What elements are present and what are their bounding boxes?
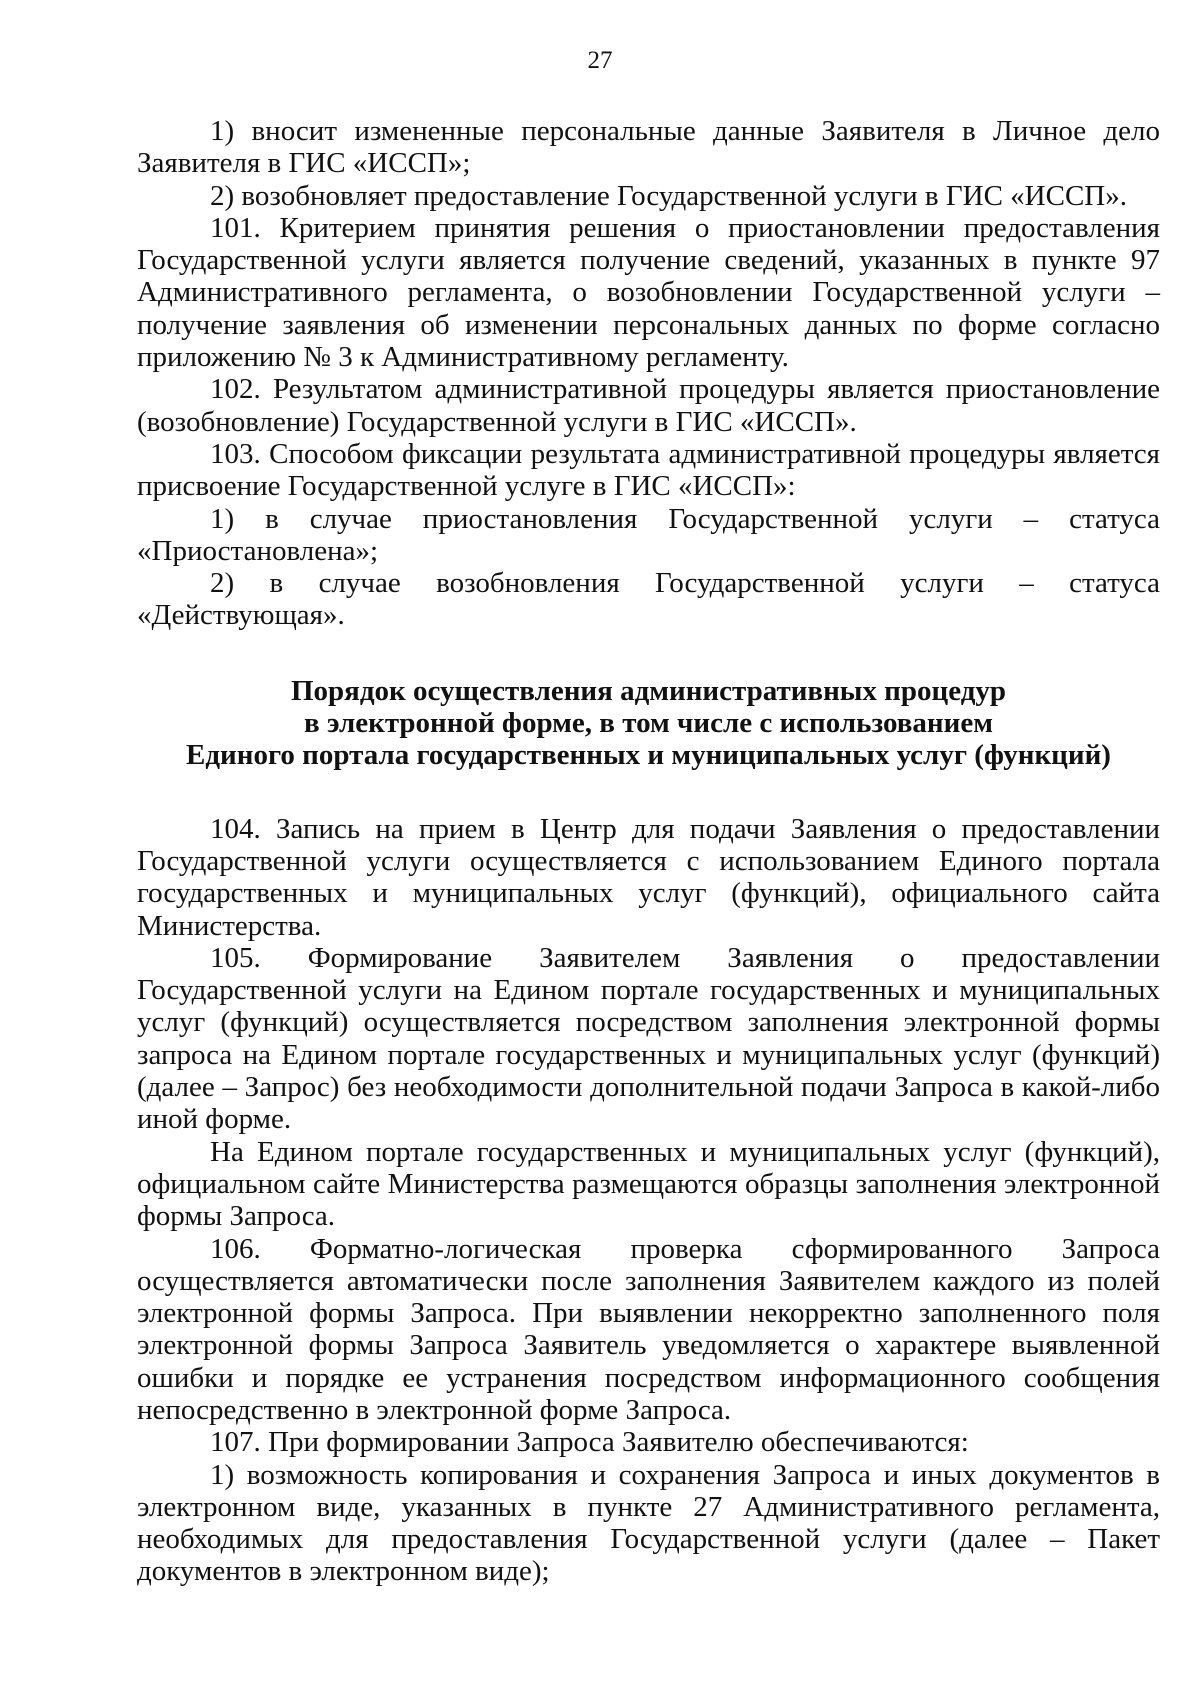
paragraph: 2) возобновляет предоставление Государственной услуги в ГИС «ИССП». [210,179,1127,212]
paragraph: 105. Формирование Заявителем Заявления о предоставлении Государственной услуги на Едином портале государственных и муниципальных услуг (функций) осуществляется посредством заполнения электронной формы запроса на Едином портале государственных и муниципальных услуг (функций) (далее – Запрос) без необходимости дополнительной подачи Запроса в какой-либо иной форме. [137,941,1160,1136]
paragraph: 107. При формировании Запроса Заявителю обеспечиваются: [210,1426,969,1459]
paragraph: 1) вносит измененные персональные данные Заявителя в Личное дело Заявителя в ГИС «ИССП»; [137,115,1160,180]
paragraph: 104. Запись на прием в Центр для подачи Заявления о предоставлении Государственной услуги осуществляется с использованием Единого портала государственных и муниципальных услуг (функций), официального сайта Министерства. [137,812,1160,942]
paragraph: 106. Форматно-логическая проверка сформированного Запроса осуществляется автоматически после заполнения Заявителем каждого из полей электронной формы Запроса. При выявлении некорректно заполненного поля электронной формы Запроса Заявитель уведомляется о характере выявленной ошибки и порядке ее устранения посредством информационного сообщения непосредственно в электронной форме Запроса. [137,1232,1160,1426]
paragraph: На Едином портале государственных и муниципальных услуг (функций), официальном сайте Министерства размещаются образцы заполнения электронной формы Запроса. [137,1135,1160,1233]
page-number: 27 [587,47,613,74]
paragraph: 1) возможность копирования и сохранения Запроса и иных документов в электронном виде, указанных в пункте 27 Административного регламента, необходимых для предоставления Государственной услуги (далее – Пакет документов в электронном виде); [137,1458,1160,1588]
paragraph: 102. Результатом административной процедуры является приостановление (возобновление) Государственной услуги в ГИС «ИССП». [137,373,1160,438]
paragraph: 101. Критерием принятия решения о приостановлении предоставления Государственной услуги является получение сведений, указанных в пункте 97 Административного регламента, о возобновлении Государственной услуги – получение заявления об изменении персональных данных по форме согласно приложению № 3 к Административному регламенту. [137,211,1160,374]
section-heading-line: в электронной форме, в том числе с использованием [304,707,993,740]
document-body [137,115,1160,1588]
paragraph: 103. Способом фиксации результата административной процедуры является присвоение Государственной услуге в ГИС «ИССП»: [137,437,1160,503]
paragraph: 1) в случае приостановления Государственной услуги – статуса «Приостановлена»; [137,502,1160,567]
section-heading-line: Порядок осуществления административных процедур [290,674,1007,707]
paragraph: 2) в случае возобновления Государственной услуги – статуса «Действующая». [137,567,1160,632]
section-heading-line: Единого портала государственных и муниципальных услуг (функций) [186,739,1111,772]
section-heading [137,675,1160,772]
